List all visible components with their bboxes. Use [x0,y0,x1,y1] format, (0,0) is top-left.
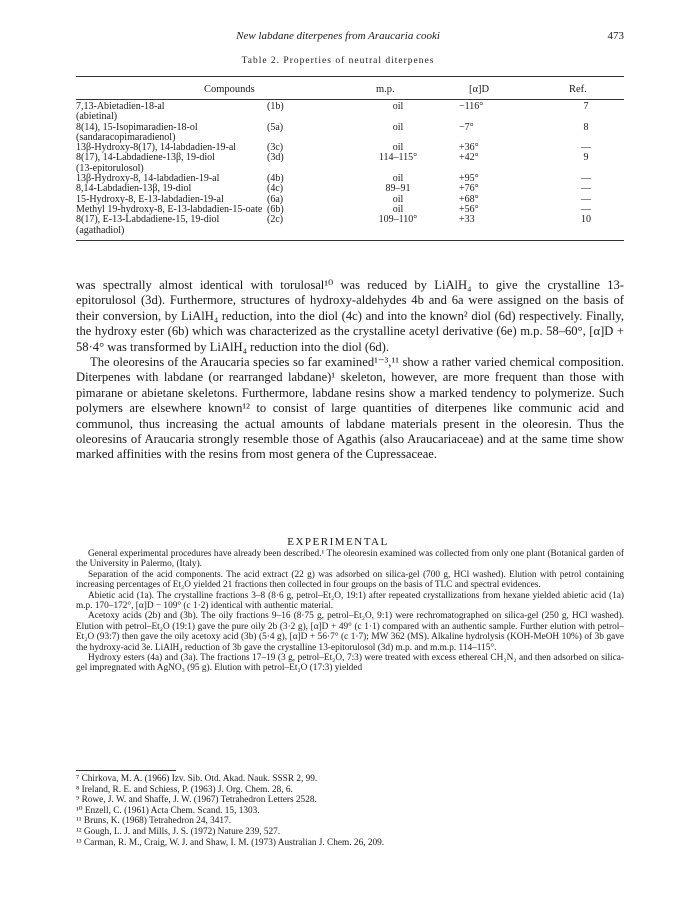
footnote: ⁷ Chirkova, M. A. (1966) Izv. Sib. Otd. Akad. Nauk. SSSR 2, 99. [76,774,318,784]
paragraph-1: was spectrally almost identical with torulosal¹⁰ was reduced by LiAlH₄ to give the crystalline 13-epitorulosol (3d). Furthermore, structures of hydroxy-aldehydes 4b and 6a were assigned on the basis of their conversion, by LiAlH₄ reduction, into the diol (4c) and into the known² diol (6d) respectively. Finally, the hydroxy ester (6b) which was characterized as the crystalline acetyl derivative (6e) m.p. 58–60°, [α]D + 58·4° was transformed by LiAlH₄ reduction into the diol (6d). [76,278,624,354]
melting-point: oil [392,121,404,133]
table-row [76,102,624,112]
table-caption: Table 2. Properties of neutral diterpenes [241,56,435,66]
melting-point: oil [392,101,404,112]
compound-name: Methyl 19-hydroxy-8, E-13-labdadien-15-oate [76,203,263,215]
table-body [76,102,624,236]
compound-name: (agathadiol) [76,224,125,236]
compound-code: (1b) [267,101,284,112]
melting-point: 109–110° [378,214,418,226]
melting-point: 114–115° [378,152,418,164]
compound-name: 8(17), 14-Labdadiene-13β, 19-diol [76,152,215,164]
optical-rotation: −116° [459,101,484,112]
exp-paragraph: Abietic acid (1a). The crystalline fractions 3–8 (8·6 g, petrol–Et₂O, 19:1) after repeated crystallizations from hexane yielded abietic acid (1a) m.p. 170–172°, [α]D − 109° (c 1·2) identical with authentic material. [76,590,624,612]
melting-point: oil [392,203,404,215]
section-heading-experimental: EXPERIMENTAL [287,536,389,548]
optical-rotation: +76° [459,183,479,195]
footnote-rule [76,770,176,771]
optical-rotation: −7° [459,121,474,133]
experimental-text [76,549,624,674]
reference: — [581,142,591,154]
table-bottom-rule [76,240,624,241]
footnote: ¹¹ Bruns, K. (1968) Tetrahedron 24, 3417. [76,816,232,827]
footnote: ⁸ Ireland, R. E. and Schiess, P. (1963) J. Org. Chem. 28, 6. [76,784,293,795]
footnote: ¹⁰ Enzell, C. (1961) Acta Chem. Scand. 15, 1303. [76,805,260,816]
compound-name: (13-epitorulosol) [76,162,144,174]
table-header-rule [76,99,624,100]
compound-name: 8,14-Labdadien-13β, 19-diol [76,183,192,195]
compound-code: (4b) [267,173,284,185]
reference: — [581,183,591,195]
main-text [76,278,624,463]
table-row [76,226,624,236]
reference: — [581,203,591,215]
compound-name: 7,13-Abietadien-18-al [76,101,165,112]
reference: 7 [583,101,589,112]
table-row [76,153,624,163]
optical-rotation: +33 [459,214,475,226]
footnote: ⁹ Rowe, J. W. and Shaffe, J. W. (1967) Tetrahedron Letters 2528. [76,795,317,806]
compound-name: 8(17), E-13-Labdadiene-15, 19-diol [76,214,220,226]
melting-point: 89–91 [385,183,411,195]
compound-code: (3c) [267,142,284,154]
exp-paragraph: Acetoxy acids (2b) and (3b). The oily fractions 9–16 (8·75 g, petrol–Et₂O, 9:1) were rechromatographed on silica-gel (250 g, HCl washed). Elution with petrol–Et₂O (19:1) gave the pure oily 2b (3·2 g), [α]D + 49° (c 1·1) compared with an authentic sample. Further elution with petrol–Et₂O (93:7) then gave the oily acetoxy acid (3b) (5·4 g), [α]D + 56·7° (c 1·7); MW 362 (MS). Alkaline hydrolysis (KOH-MeOH 10%) of 3b gave the hydroxy-acid 3e. LiAlH₄ reduction of 3b gave the crystalline 13-epitorulosol (3d) m.p. and m.m.p. 114–115°. [76,611,624,653]
melting-point: oil [392,142,404,154]
optical-rotation: +56° [459,203,479,215]
exp-paragraph: General experimental procedures have already been described.¹ The oleoresin examined was collected from only one plant (Botanical garden of the University in Palermo, (Italy). [76,549,624,570]
optical-rotation: +68° [459,193,479,205]
optical-rotation: +36° [459,142,479,154]
reference: — [581,193,591,205]
compound-name: (sandaracopimaradienol) [76,131,176,143]
table-row [76,215,624,225]
compound-code: (4c) [267,183,284,195]
page-number: 473 [607,30,624,42]
compound-code: (2c) [267,214,284,226]
table-top-rule [76,76,624,77]
compound-code: (5a) [267,121,284,133]
compound-name: 13β-Hydroxy-8(17), 14-labdadien-19-al [76,142,237,154]
exp-paragraph: Hydroxy esters (4a) and (3a). The fractions 17–19 (3 g, petrol–Et₂O, 7:3) were treated with excess ethereal CH₂N₂ and then adsorbed on silica-gel impregnated with AgNO₃ (95 g). Elution with petrol–Et₂O (17:3) yielded [76,653,624,674]
compound-name: 8(14), 15-Isopimaradien-18-ol [76,121,198,133]
paragraph-2: The oleoresins of the Araucaria species so far examined¹⁻³,¹¹ show a rather varied chemical composition. Diterpenes with labdane (or rearranged labdane)¹ skeleton, however, are more frequent than those with pimarane or abietane skeletons. Furthermore, labdane resins show a marked tendency to polymerize. Such polymers are elsewhere known¹² to consist of large quantities of diterpenes like communic acid and communol, thus increasing the actual amounts of labdane materials present in the oleoresin. Thus the oleoresins of Araucaria strongly resemble those of Agathis (also Araucariaceae) and at the same time show marked affinities with the resins from most genera of the Cupressaceae. [76,355,624,462]
exp-paragraph: Separation of the acid components. The acid extract (22 g) was adsorbed on silica-gel (700 g, HCl washed). Elution with petrol containing increasing percentages of Et₂O yielded 21 fractions then collected in four groups on the basis of TLC and spectral evidences. [76,569,624,591]
compound-code: (6b) [267,203,284,215]
col-header-ref: Ref. [569,84,587,95]
col-header-compounds: Compounds [204,84,255,95]
optical-rotation: +42° [459,152,479,164]
footnotes [76,774,624,848]
reference: — [581,173,591,185]
reference: 8 [583,121,589,133]
col-header-mp: m.p. [376,84,395,95]
col-header-alpha: [α]D [469,84,490,95]
compound-name: 13β-Hydroxy-8, 14-labdadien-19-al [76,173,220,185]
footnote: ¹³ Carman, R. M., Craig, W. J. and Shaw, I. M. (1973) Australian J. Chem. 26, 209. [76,837,385,848]
compound-code: (3d) [267,152,284,164]
compound-name: 15-Hydroxy-8, E-13-labdadien-19-al [76,193,224,205]
optical-rotation: +95° [459,173,479,185]
melting-point: oil [392,173,404,185]
running-title: New labdane diterpenes from Araucaria cooki [236,30,440,42]
reference: 9 [583,152,589,164]
compound-name: (abietinal) [76,111,118,123]
reference: 10 [581,214,591,226]
compound-code: (6a) [267,193,284,205]
melting-point: oil [392,193,404,205]
footnote: ¹² Gough, L. J. and Mills, J. S. (1972) Nature 239, 527. [76,826,281,837]
